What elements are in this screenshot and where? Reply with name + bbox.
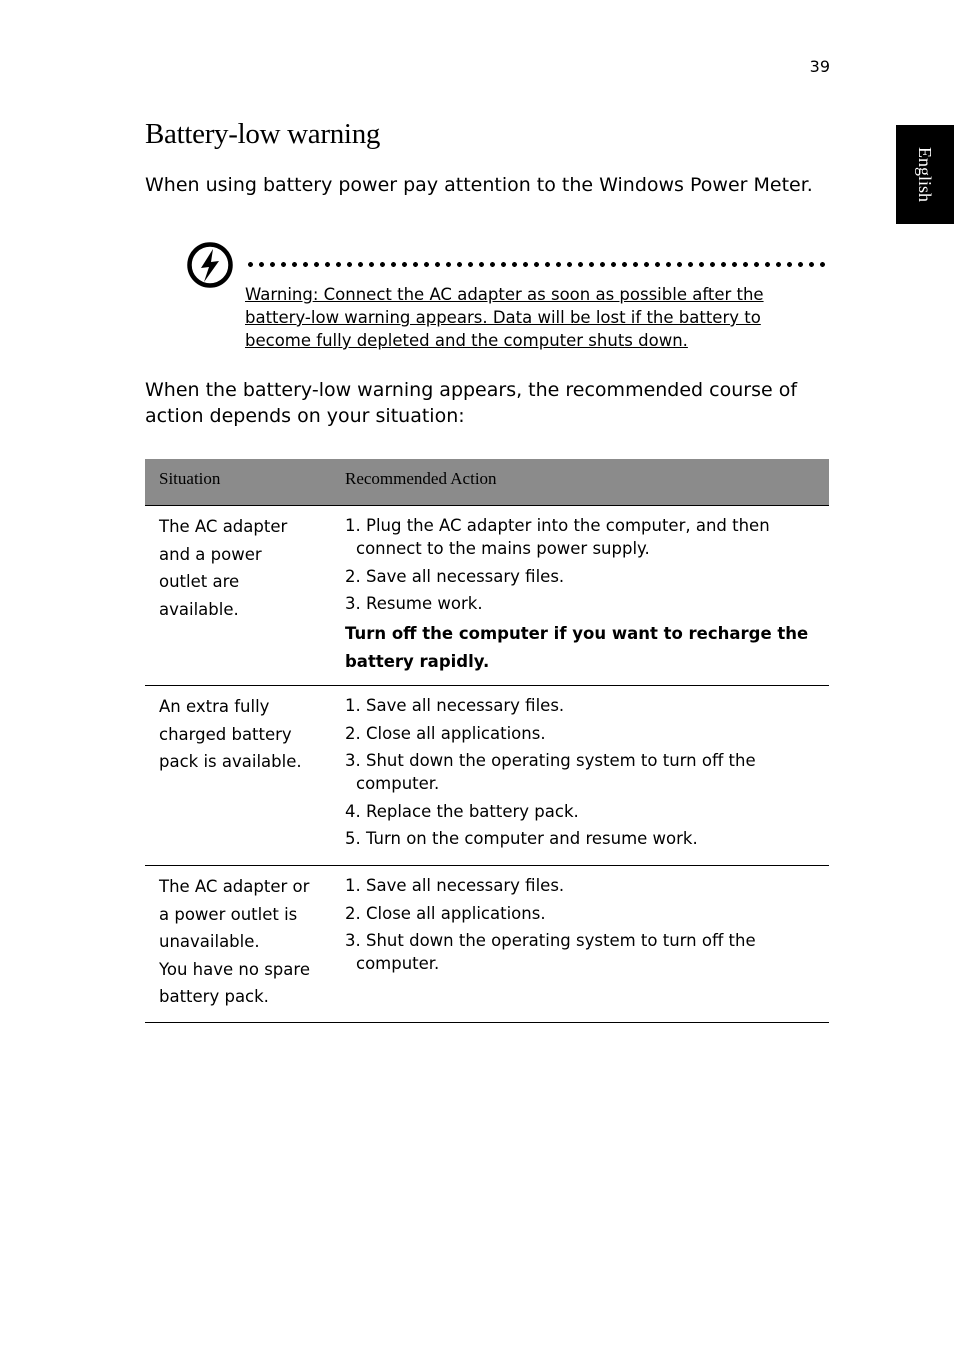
action-cell — [345, 694, 825, 855]
situation-line: You have no spare — [159, 959, 310, 979]
warning-note — [245, 283, 825, 352]
recommended-action-table — [145, 459, 829, 1023]
situation-line: pack is available. — [159, 752, 302, 771]
header-situation: Situation — [159, 469, 221, 488]
dotted-divider — [245, 262, 829, 267]
situation-line: outlet are — [159, 572, 240, 591]
action-cell — [345, 514, 825, 676]
situation-line: battery pack. — [159, 987, 269, 1006]
lead-paragraph: When the battery-low warning appears, the recommended course of action depends on your situation: — [145, 379, 798, 427]
warning-message: : Connect the AC adapter as soon as possible after the battery-low warning appears. Data will be lost if the battery to become fully depleted and the computer shuts down. — [245, 285, 764, 350]
action-step: 5. Turn on the computer and resume work. — [345, 829, 698, 848]
action-step: 1. Plug the AC adapter into the computer, and then connect to the mains power supply. — [345, 516, 770, 558]
situation-cell — [159, 873, 329, 1011]
action-step: 3. Shut down the operating system to turn off the computer. — [345, 931, 756, 973]
action-step: 3. Resume work. — [345, 594, 483, 613]
language-tab — [896, 125, 954, 224]
action-cell — [345, 874, 825, 980]
action-step: 2. Close all applications. — [345, 903, 546, 923]
action-step: 1. Save all necessary files. — [345, 696, 565, 715]
situation-line: unavailable. — [159, 932, 260, 951]
header-recommended-action: Recommended Action — [345, 469, 497, 488]
table-row — [145, 686, 829, 866]
situation-line: and a power — [159, 544, 262, 564]
situation-line: charged battery — [159, 724, 292, 744]
action-step: 1. Save all necessary files. — [345, 876, 565, 895]
table-header — [145, 459, 829, 506]
table-row — [145, 506, 829, 686]
section-title: Battery-low warning — [145, 118, 381, 150]
language-tab-label: English — [915, 146, 936, 203]
action-note-line: Turn off the computer if you want to recharge the — [345, 623, 809, 643]
action-step: 3. Shut down the operating system to turn off the computer. — [345, 751, 756, 793]
intro-paragraph: When using battery power pay attention to the Windows Power Meter. — [145, 174, 813, 196]
table-row — [145, 866, 829, 1023]
situation-line: An extra fully — [159, 697, 270, 716]
warning-label: Warning — [245, 285, 313, 304]
action-note-line: battery rapidly. — [345, 651, 490, 671]
action-step: 2. Close all applications. — [345, 723, 546, 743]
situation-line: The AC adapter — [159, 517, 288, 536]
action-note — [345, 620, 825, 676]
situation-cell — [159, 513, 329, 623]
situation-line: a power outlet is — [159, 904, 298, 924]
lightning-warning-icon — [186, 241, 234, 289]
situation-cell — [159, 693, 329, 776]
situation-line: The AC adapter or — [159, 877, 310, 896]
action-step: 2. Save all necessary files. — [345, 566, 565, 586]
action-step: 4. Replace the battery pack. — [345, 801, 579, 821]
situation-line: available. — [159, 599, 239, 619]
page-number: 39 — [809, 57, 830, 76]
